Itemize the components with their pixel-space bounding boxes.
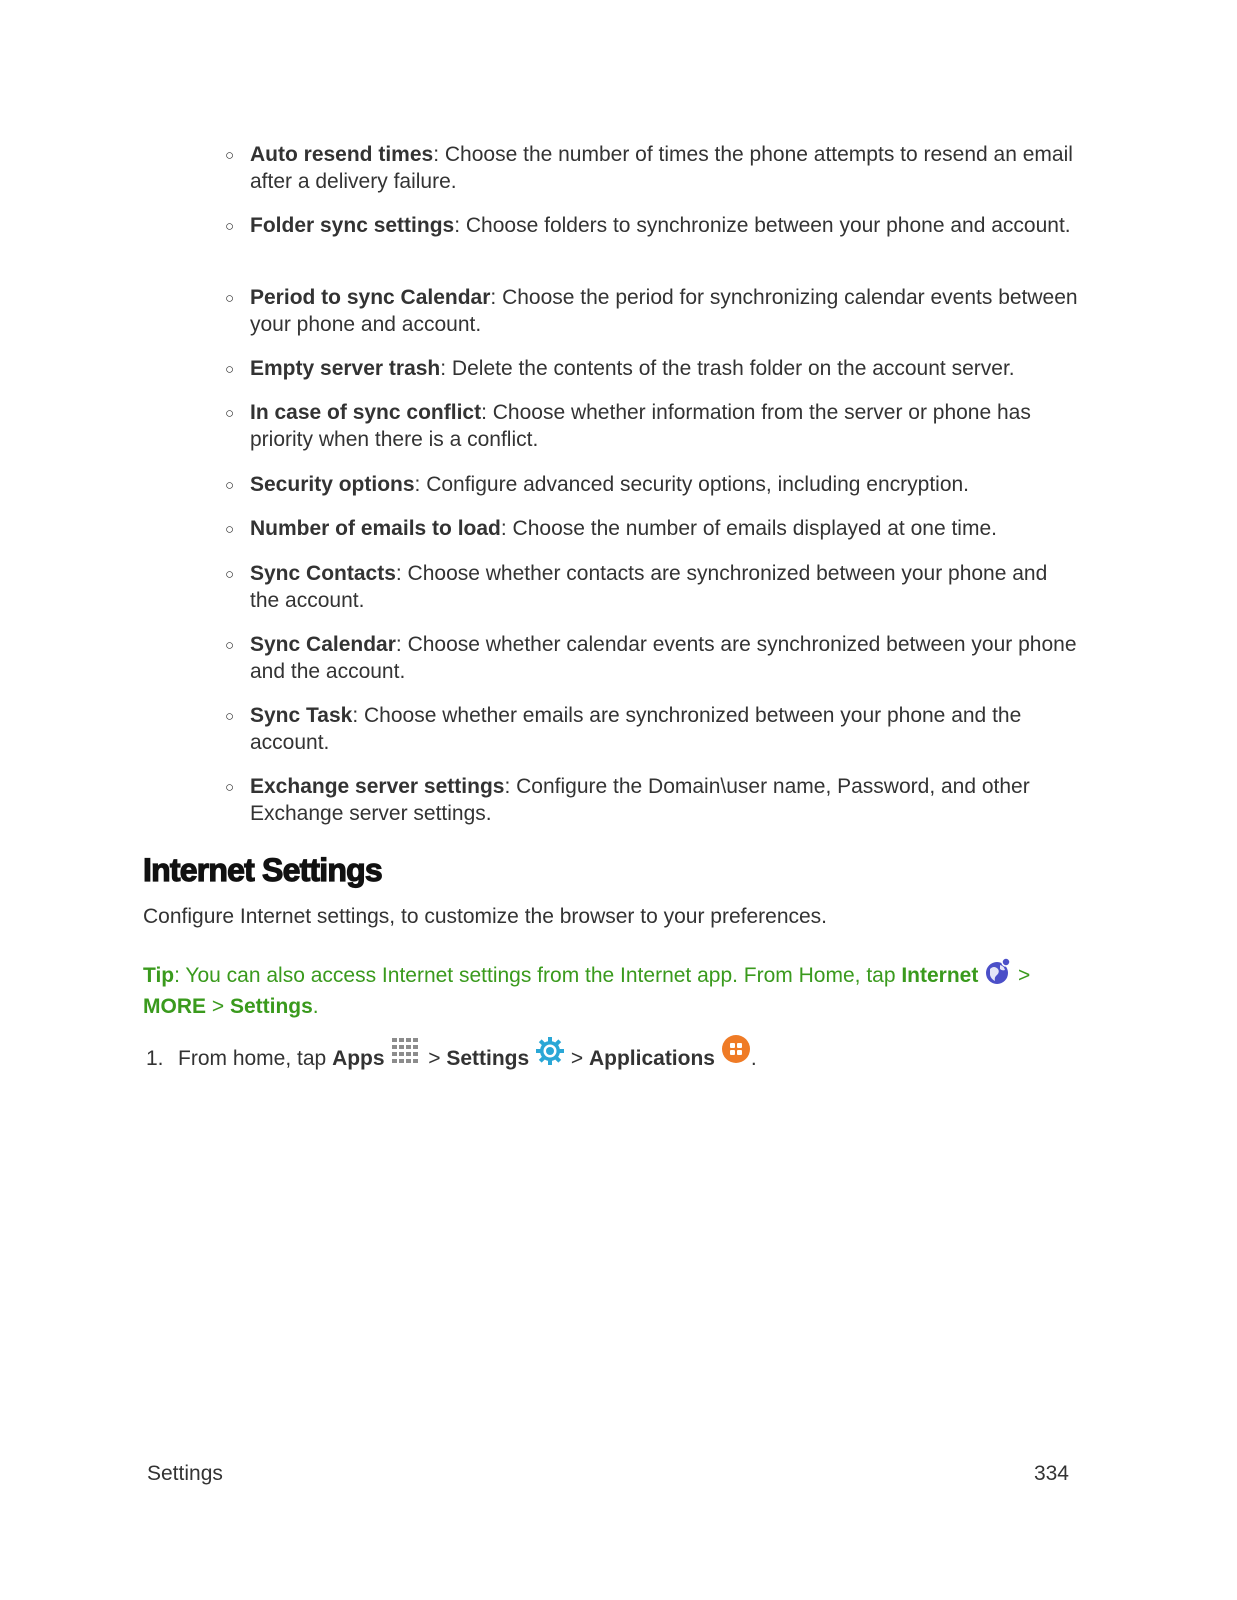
tip-paragraph [143, 956, 1043, 1020]
bullet-marker: ○ [225, 477, 235, 494]
apps-grid-icon [390, 1036, 422, 1073]
step-applications-label: Applications [588, 1047, 715, 1070]
tip-internet-label: Internet [901, 964, 979, 987]
tip-label: Tip [143, 964, 175, 987]
bullet-term: Folder sync settings [250, 214, 455, 237]
bullet-description: : Configure advanced security options, including encryption. [414, 473, 970, 496]
bullet-term: Sync Task [250, 704, 353, 727]
bullet-term: Security options [250, 473, 415, 496]
tip-end: . [312, 995, 319, 1018]
bullet-description: : Configure the Domain\user name, Password, and other Exchange server settings. [250, 775, 1030, 825]
step-settings-label: Settings [446, 1047, 530, 1070]
bullet-description: : Choose the number of times the phone attempts to resend an email after a delivery failure. [250, 143, 1073, 193]
settings-gear-icon [535, 1036, 565, 1073]
step-end: . [750, 1047, 757, 1070]
bullet-description: : Choose whether emails are synchronized between your phone and the account. [250, 704, 1022, 754]
section-heading: Internet Settings [143, 852, 382, 888]
tip-separator: > [1012, 964, 1031, 987]
bullet-marker: ○ [225, 218, 235, 235]
step-number: 1. [146, 1047, 164, 1070]
bullet-description: : Choose whether contacts are synchronized between your phone and the account. [250, 562, 1048, 612]
bullet-description: : Choose whether calendar events are synchronized between your phone and the account. [250, 633, 1077, 683]
step-apps-label: Apps [332, 1047, 385, 1070]
bullet-term: Empty server trash [250, 357, 441, 380]
bullet-marker: ○ [225, 147, 235, 164]
footer-section-name: Settings [147, 1462, 223, 1485]
bullet-description: : Choose the number of emails displayed at one time. [500, 517, 997, 540]
footer-page-number: 334 [1033, 1462, 1069, 1485]
tip-more-label: MORE [143, 995, 206, 1018]
bullet-marker: ○ [225, 361, 235, 378]
internet-globe-icon [984, 956, 1012, 993]
bullet-marker: ○ [225, 708, 235, 725]
bullet-description: : Delete the contents of the trash folder on the account server. [440, 357, 1015, 380]
bullet-term: Exchange server settings [250, 775, 505, 798]
bullet-term: Auto resend times [250, 143, 434, 166]
bullet-marker: ○ [225, 405, 235, 422]
bullet-marker: ○ [225, 779, 235, 796]
bullet-description: : Choose the period for synchronizing calendar events between your phone and account. [250, 286, 1078, 336]
bullet-term: Period to sync Calendar [250, 286, 491, 309]
section-intro: Configure Internet settings, to customize the browser to your preferences. [143, 905, 828, 928]
bullet-marker: ○ [225, 290, 235, 307]
step-separator: > [422, 1047, 447, 1070]
tip-settings-label: Settings [229, 995, 313, 1018]
bullet-description: : Choose folders to synchronize between your phone and account. [454, 214, 1071, 237]
applications-icon [721, 1034, 751, 1071]
tip-text: : You can also access Internet settings from the Internet app. From Home, tap [174, 964, 902, 987]
bullet-marker: ○ [225, 637, 235, 654]
step-prefix: From home, tap [178, 1047, 333, 1070]
bullet-term: Sync Calendar [250, 633, 396, 656]
bullet-description: : Choose whether information from the server or phone has priority when there is a conflict. [250, 401, 1031, 451]
bullet-term: In case of sync conflict [250, 401, 482, 424]
bullet-term: Number of emails to load [250, 517, 501, 540]
bullet-marker: ○ [225, 521, 235, 538]
bullet-term: Sync Contacts [250, 562, 396, 585]
step-separator: > [565, 1047, 589, 1070]
bullet-marker: ○ [225, 566, 235, 583]
step-1 [143, 1034, 757, 1073]
tip-separator: > [206, 995, 230, 1018]
